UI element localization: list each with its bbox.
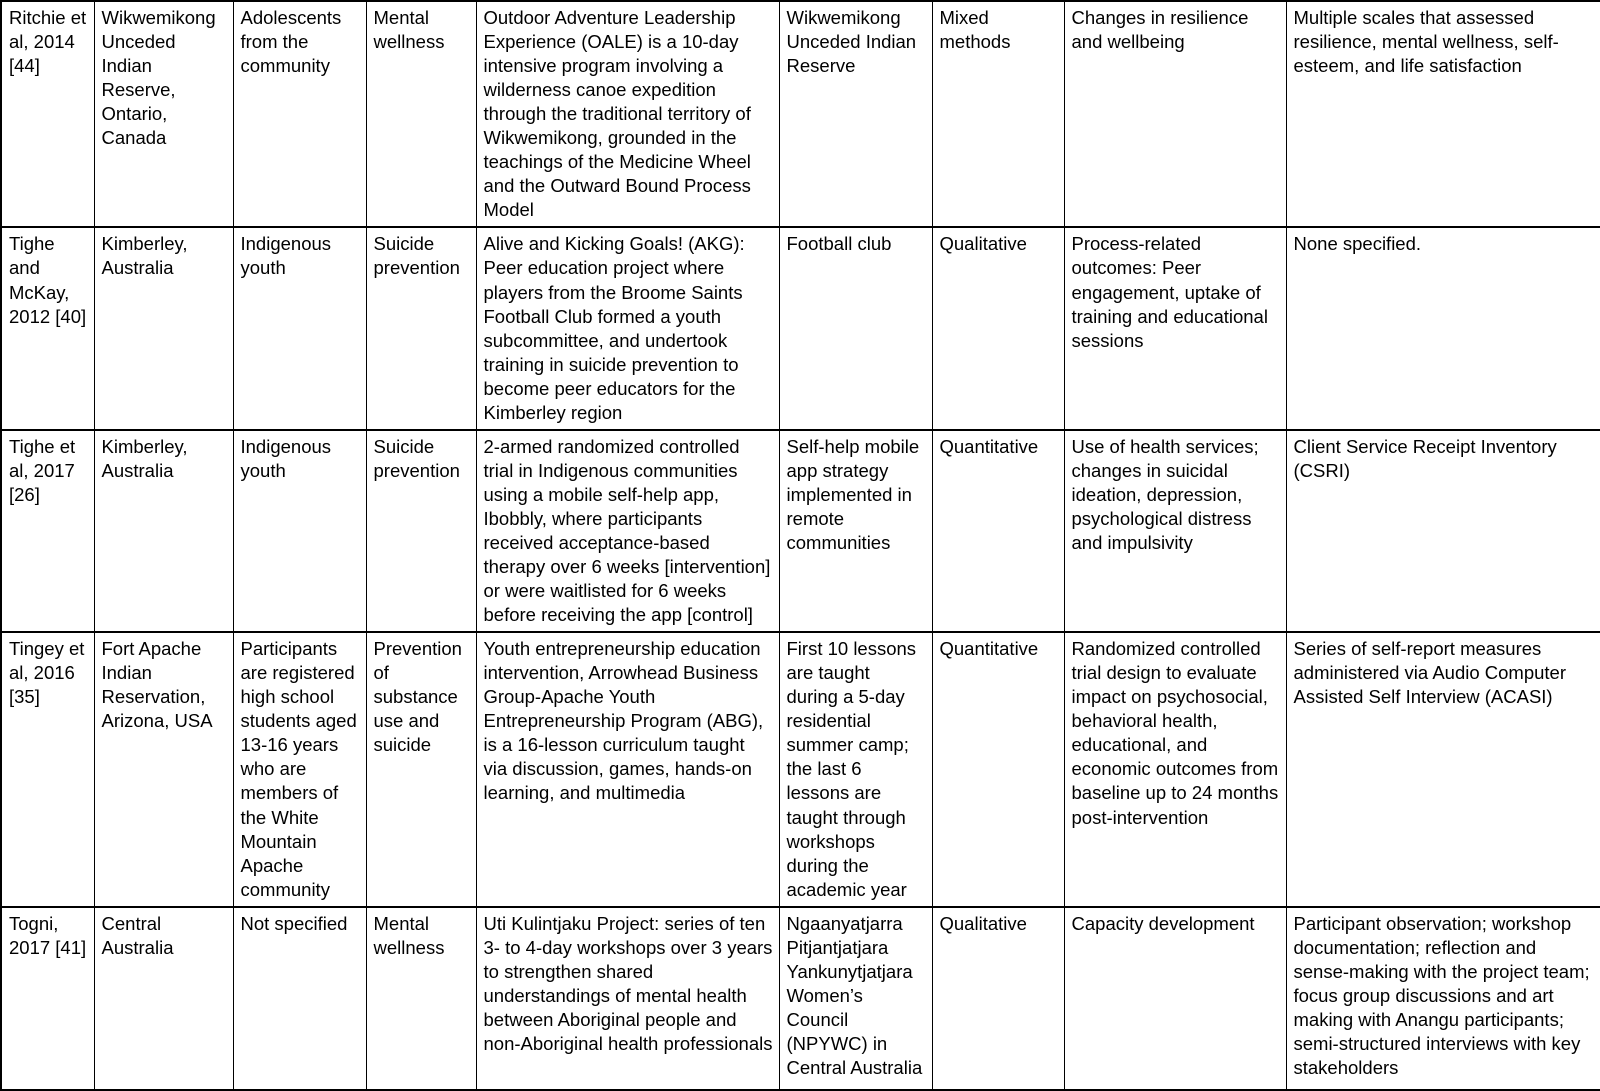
cell-setting (779, 227, 932, 429)
table-row (1, 227, 1600, 429)
study-text: Tingey et al, 2016 [35] (9, 638, 90, 708)
design-text: Mixed methods (939, 7, 1011, 53)
cell-measures (1286, 632, 1600, 907)
cell-measures (1286, 227, 1600, 429)
description-text: Uti Kulintjaku Project: series of ten 3- to 4-day workshops over 3 years to strengthen shared understandings of mental health between Aboriginal people and non-Aboriginal health professionals (483, 912, 778, 1054)
table-row (1, 907, 1600, 1090)
population-text: Participants are registered high school students aged 13-16 years who are members of the White Mountain Apache community (240, 638, 362, 900)
cell-focus (366, 430, 476, 632)
cell-study (1, 1, 94, 227)
description-text: Outdoor Adventure Leadership Experience (OALE) is a 10-day intensive program involving a wilderness canoe expedition through the traditional territory of Wikwemikong, grounded in the teachings of the Medicine Wheel and the Outward Bound Process Model (483, 7, 757, 221)
population-text: Indigenous youth (240, 435, 337, 481)
cell-focus (366, 1, 476, 227)
cell-outcomes (1064, 1, 1286, 227)
cell-location (94, 632, 233, 907)
cell-description (476, 227, 779, 429)
description-text: Alive and Kicking Goals! (AKG): Peer education project where players from the Broome Saints Football Club formed a youth subcommittee, and undertook training in suicide prevention to become peer educators for the Kimberley region (483, 233, 750, 423)
cell-focus (366, 227, 476, 429)
design-text: Qualitative (939, 233, 1027, 255)
cell-design (932, 1, 1064, 227)
cell-outcomes (1064, 227, 1286, 429)
cell-population (233, 227, 366, 429)
population-text: Not specified (240, 912, 348, 934)
cell-location (94, 227, 233, 429)
cell-design (932, 907, 1064, 1090)
cell-outcomes (1064, 907, 1286, 1090)
cell-location (94, 1, 233, 227)
cell-location (94, 430, 233, 632)
cell-population (233, 430, 366, 632)
study-text: Tighe and McKay, 2012 [40] (9, 233, 87, 327)
focus-text: Suicide prevention (373, 233, 460, 279)
cell-description (476, 430, 779, 632)
population-text: Adolescents from the community (240, 7, 347, 77)
population-text: Indigenous youth (240, 233, 337, 279)
cell-design (932, 227, 1064, 429)
cell-location (94, 907, 233, 1090)
cell-measures (1286, 907, 1600, 1090)
outcomes-text: Randomized controlled trial design to evaluate impact on psychosocial, behavioral health, educational, and economic outcomes from baseline up to 24 months post-intervention (1071, 638, 1284, 828)
cell-description (476, 632, 779, 907)
focus-text: Mental wellness (373, 7, 445, 53)
cell-design (932, 632, 1064, 907)
cell-focus (366, 907, 476, 1090)
cell-description (476, 1, 779, 227)
setting-text: Ngaanyatjarra Pitjantjatjara Yankunytjatjara Women’s Council (NPYWC) in Central Australia (786, 912, 923, 1078)
setting-text: Football club (786, 233, 892, 255)
design-text: Quantitative (939, 638, 1039, 660)
outcomes-text: Use of health services; changes in suicidal ideation, depression, psychological distress and impulsivity (1071, 435, 1264, 553)
cell-outcomes (1064, 430, 1286, 632)
study-text: Tighe et al, 2017 [26] (9, 435, 81, 505)
focus-text: Mental wellness (373, 912, 445, 958)
location-text: Kimberley, Australia (101, 435, 192, 481)
cell-population (233, 632, 366, 907)
location-text: Wikwemikong Unceded Indian Reserve, Ontario, Canada (101, 7, 221, 149)
location-text: Central Australia (101, 912, 174, 958)
design-text: Quantitative (939, 435, 1039, 457)
cell-outcomes (1064, 632, 1286, 907)
cell-study (1, 227, 94, 429)
cell-setting (779, 430, 932, 632)
measures-text: None specified. (1293, 233, 1422, 255)
cell-population (233, 907, 366, 1090)
cell-setting (779, 632, 932, 907)
cell-setting (779, 907, 932, 1090)
cell-description (476, 907, 779, 1090)
measures-text: Multiple scales that assessed resilience, mental wellness, self-esteem, and life satisfaction (1293, 7, 1559, 77)
cell-population (233, 1, 366, 227)
outcomes-text: Capacity development (1071, 912, 1255, 934)
study-text: Ritchie et al, 2014 [44] (9, 7, 92, 77)
setting-text: Self-help mobile app strategy implemented in remote communities (786, 435, 925, 553)
location-text: Fort Apache Indian Reservation, Arizona, USA (101, 638, 213, 732)
cell-measures (1286, 1, 1600, 227)
cell-design (932, 430, 1064, 632)
outcomes-text: Process-related outcomes: Peer engagement, uptake of training and educational sessions (1071, 233, 1274, 351)
table-row (1, 430, 1600, 632)
description-text: Youth entrepreneurship education intervention, Arrowhead Business Group-Apache Youth Entrepreneurship Program (ABG), is a 16-lesson curriculum taught via discussion, games, hands-on learning, and multimedia (483, 638, 769, 804)
measures-text: Participant observation; workshop documentation; reflection and sense-making with the project team; focus group discussions and art making with Anangu participants; semi-structured interviews with key stakeholders (1293, 912, 1595, 1078)
measures-text: Client Service Receipt Inventory (CSRI) (1293, 435, 1562, 481)
study-text: Togni, 2017 [41] (9, 912, 87, 958)
measures-text: Series of self-report measures administered via Audio Computer Assisted Self Interview (ACASI) (1293, 638, 1571, 708)
table-row (1, 632, 1600, 907)
cell-study (1, 430, 94, 632)
location-text: Kimberley, Australia (101, 233, 192, 279)
table-row (1, 1, 1600, 227)
cell-study (1, 907, 94, 1090)
focus-text: Suicide prevention (373, 435, 460, 481)
cell-measures (1286, 430, 1600, 632)
setting-text: First 10 lessons are taught during a 5-day residential summer camp; the last 6 lessons are taught through workshops during the academic year (786, 638, 922, 900)
design-text: Qualitative (939, 912, 1027, 934)
cell-setting (779, 1, 932, 227)
cell-focus (366, 632, 476, 907)
setting-text: Wikwemikong Unceded Indian Reserve (786, 7, 922, 77)
outcomes-text: Changes in resilience and wellbeing (1071, 7, 1254, 53)
focus-text: Prevention of substance use and suicide (373, 638, 468, 756)
description-text: 2-armed randomized controlled trial in Indigenous communities using a mobile self-help app, Ibobbly, where participants received acceptance-based therapy over 6 weeks [intervention] or were waitlisted for 6 weeks before receiving the app [control] (483, 435, 776, 626)
cell-study (1, 632, 94, 907)
